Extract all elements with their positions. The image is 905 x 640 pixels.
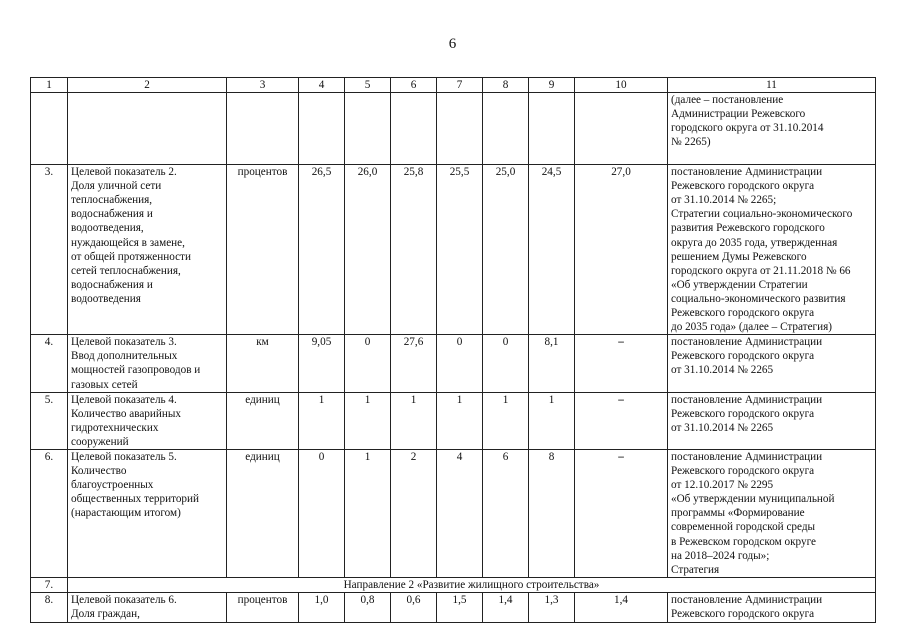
unit-cell: единиц <box>227 449 299 577</box>
value-cell: 25,5 <box>437 165 483 335</box>
row-number-cell: 5. <box>31 392 68 449</box>
source-line: № 2265) <box>671 136 711 149</box>
source-line: до 2035 года» (далее – Стратегия) <box>671 321 832 334</box>
column-number: 7 <box>437 78 483 93</box>
value-cell <box>437 93 483 165</box>
table-row <box>31 335 876 392</box>
value-cell: 1 <box>345 392 391 449</box>
indicator-name-line: водоотведения, <box>71 222 144 235</box>
source-line: «Об утверждении муниципальной <box>671 493 835 506</box>
source-line: от 12.10.2017 № 2295 <box>671 479 774 492</box>
value-cell: 26,5 <box>299 165 345 335</box>
column-number: 1 <box>31 78 68 93</box>
value-cell: 1,3 <box>529 593 575 623</box>
table-row <box>31 392 876 449</box>
value-cell: 25,8 <box>391 165 437 335</box>
source-document-cell <box>668 593 876 623</box>
value-cell: 1 <box>437 392 483 449</box>
source-line: в Режевском городском округе <box>671 535 816 548</box>
source-line: от 31.10.2014 № 2265 <box>671 364 774 377</box>
source-line: постановление Администрации <box>671 594 823 607</box>
indicator-name-line: общественных территорий <box>71 493 199 506</box>
value-cell: 27,6 <box>391 335 437 392</box>
indicator-name-line: Доля граждан, <box>71 608 140 621</box>
source-line: постановление Администрации <box>671 336 823 349</box>
source-line: Режевского городского округа <box>671 180 815 193</box>
indicator-name-line: теплоснабжения, <box>71 194 153 207</box>
value-cell: 0 <box>483 335 529 392</box>
target-value-cell: – <box>575 335 668 392</box>
indicator-name-line: Количество аварийных <box>71 407 181 420</box>
indicator-name-line: водоснабжения и <box>71 278 153 291</box>
table-row <box>31 593 876 623</box>
source-document-cell <box>668 449 876 577</box>
value-cell: 1 <box>529 392 575 449</box>
value-cell <box>483 93 529 165</box>
row-number-cell: 4. <box>31 335 68 392</box>
value-cell: 24,5 <box>529 165 575 335</box>
row-number-cell: 7. <box>31 577 68 592</box>
column-number: 4 <box>299 78 345 93</box>
column-number: 8 <box>483 78 529 93</box>
source-line: современной городской среды <box>671 521 816 534</box>
indicator-name-cell <box>68 449 227 577</box>
row-number-cell: 8. <box>31 593 68 623</box>
target-value-cell: 27,0 <box>575 165 668 335</box>
indicator-name-cell <box>68 165 227 335</box>
row-number-cell: 3. <box>31 165 68 335</box>
source-document-cell <box>668 165 876 335</box>
indicator-name-cell <box>68 335 227 392</box>
source-line: Режевского городского округа <box>671 608 815 621</box>
value-cell <box>529 93 575 165</box>
source-line: на 2018–2024 годы»; <box>671 549 770 562</box>
source-document-cell <box>668 392 876 449</box>
table-row <box>31 165 876 335</box>
source-line: Режевского городского округа <box>671 307 815 320</box>
indicator-name-cell <box>68 93 227 165</box>
value-cell: 0 <box>437 335 483 392</box>
source-line: Администрации Режевского <box>671 108 806 121</box>
value-cell: 6 <box>483 449 529 577</box>
unit-cell: км <box>227 335 299 392</box>
source-line: Режевского городского округа <box>671 465 815 478</box>
value-cell: 4 <box>437 449 483 577</box>
source-line: Режевского городского округа <box>671 350 815 363</box>
indicator-name-line: сетей теплоснабжения, <box>71 264 181 277</box>
source-line: (далее – постановление <box>671 94 784 107</box>
source-line: городского округа от 31.10.2014 <box>671 122 824 135</box>
value-cell <box>345 93 391 165</box>
indicator-name-line: благоустроенных <box>71 479 154 492</box>
value-cell: 1 <box>299 392 345 449</box>
source-line: постановление Администрации <box>671 166 823 179</box>
value-cell: 2 <box>391 449 437 577</box>
value-cell: 0 <box>299 449 345 577</box>
value-cell: 0,8 <box>345 593 391 623</box>
value-cell: 1,0 <box>299 593 345 623</box>
column-number: 6 <box>391 78 437 93</box>
source-line: развития Режевского городского <box>671 222 825 235</box>
column-number: 11 <box>668 78 876 93</box>
source-line: Режевского городского округа <box>671 407 815 420</box>
source-line: городского округа от 21.11.2018 № 66 <box>671 264 851 277</box>
source-line: постановление Администрации <box>671 393 823 406</box>
indicator-name-line: (нарастающим итогом) <box>71 507 181 520</box>
source-line: округа до 2035 года, утвержденная <box>671 236 838 249</box>
source-document-cell <box>668 335 876 392</box>
page-number: 6 <box>448 36 457 52</box>
indicator-name-line: водоотведения <box>71 292 141 305</box>
indicator-name-line: Ввод дополнительных <box>71 350 178 363</box>
indicator-name-cell <box>68 593 227 623</box>
target-value-cell <box>575 93 668 165</box>
value-cell: 8,1 <box>529 335 575 392</box>
indicator-name-line: мощностей газопроводов и <box>71 364 201 377</box>
target-value-cell: – <box>575 392 668 449</box>
target-value-cell: – <box>575 449 668 577</box>
indicators-table <box>30 77 876 623</box>
indicator-name-line: нуждающейся в замене, <box>71 236 185 249</box>
value-cell <box>391 93 437 165</box>
value-cell <box>299 93 345 165</box>
column-number: 10 <box>575 78 668 93</box>
unit-cell: процентов <box>227 593 299 623</box>
indicator-name-line: гидротехнических <box>71 421 159 434</box>
indicator-name-line: водоснабжения и <box>71 208 153 221</box>
source-line: решением Думы Режевского <box>671 250 807 263</box>
value-cell: 1,5 <box>437 593 483 623</box>
unit-cell: процентов <box>227 165 299 335</box>
indicator-name-line: Количество <box>71 465 127 478</box>
column-number: 9 <box>529 78 575 93</box>
indicator-name-line: Целевой показатель 5. <box>71 450 177 463</box>
value-cell: 8 <box>529 449 575 577</box>
column-number: 2 <box>68 78 227 93</box>
value-cell: 0,6 <box>391 593 437 623</box>
value-cell: 1,4 <box>483 593 529 623</box>
source-line: от 31.10.2014 № 2265 <box>671 421 774 434</box>
value-cell: 26,0 <box>345 165 391 335</box>
indicator-name-line: газовых сетей <box>71 378 138 391</box>
source-line: социально-экономического развития <box>671 292 846 305</box>
row-number-cell <box>31 93 68 165</box>
unit-cell: единиц <box>227 392 299 449</box>
row-number-cell: 6. <box>31 449 68 577</box>
source-line: Стратегия <box>671 563 720 576</box>
source-line: постановление Администрации <box>671 450 823 463</box>
column-number: 5 <box>345 78 391 93</box>
source-line: от 31.10.2014 № 2265; <box>671 194 777 207</box>
indicator-name-line: от общей протяженности <box>71 250 191 263</box>
value-cell: 9,05 <box>299 335 345 392</box>
indicator-name-line: Целевой показатель 4. <box>71 393 177 406</box>
target-value-cell: 1,4 <box>575 593 668 623</box>
source-line: программы «Формирование <box>671 507 805 520</box>
table-row <box>31 93 876 165</box>
value-cell: 1 <box>345 449 391 577</box>
value-cell: 1 <box>391 392 437 449</box>
column-number: 3 <box>227 78 299 93</box>
indicator-name-line: Доля уличной сети <box>71 180 162 193</box>
value-cell: 1 <box>483 392 529 449</box>
source-line: Стратегии социально-экономического <box>671 208 853 221</box>
column-number-row <box>31 78 876 93</box>
table-row <box>31 449 876 577</box>
value-cell: 25,0 <box>483 165 529 335</box>
indicator-name-line: сооружений <box>71 435 129 448</box>
indicator-name-line: Целевой показатель 6. <box>71 594 177 607</box>
section-heading-cell: Направление 2 «Развитие жилищного строительства» <box>68 577 876 592</box>
unit-cell <box>227 93 299 165</box>
source-line: «Об утверждении Стратегии <box>671 278 808 291</box>
value-cell: 0 <box>345 335 391 392</box>
indicator-name-cell <box>68 392 227 449</box>
indicator-name-line: Целевой показатель 3. <box>71 336 177 349</box>
source-document-cell <box>668 93 876 165</box>
indicator-name-line: Целевой показатель 2. <box>71 166 177 179</box>
table-row <box>31 577 876 592</box>
